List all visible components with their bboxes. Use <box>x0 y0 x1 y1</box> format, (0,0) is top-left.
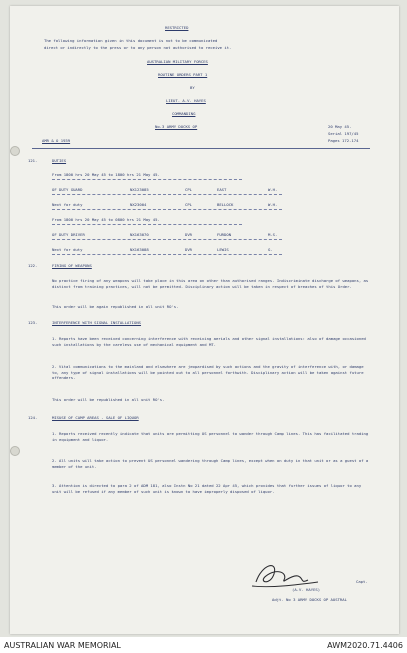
paragraph: No practice firing of any weapons will take place in this area on other than authorised ranges. Indiscriminate discharge of weapons, as distinct from training practices, will not be permitted. Disciplinary action will be taken in respect of breaches of this Order. <box>52 278 369 289</box>
signature-mark <box>248 552 328 592</box>
rule <box>52 239 282 240</box>
paragraph: 2. All units will take action to prevent US personnel wandering through Camp lines, except when on duty in that unit or as a guest of a member of the unit. <box>52 458 369 469</box>
force-name: AUSTRALIAN MILITARY FORCES <box>147 59 208 64</box>
section-title: INTERFERENCE WITH SIGNAL INSTALLATIONS <box>52 320 142 325</box>
section-number: 122. <box>28 263 38 268</box>
officer-name: LIEUT. A.V. HAYES <box>166 98 206 103</box>
punch-hole <box>10 146 20 156</box>
paragraph: 2. Vital communications to the mainland and elsewhere are jeopardised by such actions and the gravity of interference with, or damage to, any type of signal installations will be pointed out to all personnel forthwith. Disciplinary action will be taken against future offenders. <box>52 364 364 381</box>
archive-footer <box>0 637 407 653</box>
document-page <box>10 6 399 634</box>
by-label: BY <box>190 85 195 90</box>
initials: W.H. <box>268 187 278 192</box>
surname: EAST <box>217 187 227 192</box>
signatory-name: (A.V. HAYES) <box>292 587 321 592</box>
paragraph: 3. Attention is directed to para 2 of ADM 181, also Instn No 21 dated 22 Apr 45, which provides that further issues of liquor to any unit will be refused if any member of such unit is known to have improperly disposed of liquor. <box>52 483 362 494</box>
service-number: NX163088 <box>130 247 149 252</box>
initials: W.H. <box>268 202 278 207</box>
section-number: 123. <box>28 320 38 325</box>
rule <box>52 179 242 180</box>
paragraph: 1. Reports received recently indicate that units are permitting US personnel to wander through Camp lines. This has facilitated trading in equipment and liquor. <box>52 431 369 442</box>
serial-number: Serial 197/45 <box>328 131 359 136</box>
orders-title: ROUTINE ORDERS PART 1 <box>158 72 208 77</box>
signatory-appointment: Adjt. No 3 ARMY DOCKS OP AUSTRAL <box>272 597 347 602</box>
rank: CPL <box>185 187 193 192</box>
signatory-rank: Capt. <box>356 579 368 584</box>
rank: CPL <box>185 202 193 207</box>
duty-role: Next for duty <box>52 247 83 252</box>
order-date: 20 May 45. <box>328 124 352 129</box>
rule <box>52 209 282 210</box>
duty-role: OF DUTY GUARD <box>52 187 83 192</box>
surname: LEWIS <box>217 247 229 252</box>
service-number: NX163070 <box>130 232 149 237</box>
unit-name: No.3 ARMY DOCKS OP <box>155 124 198 129</box>
paragraph: This order will be again republished in all unit RO's. <box>52 304 179 309</box>
rank: DVR <box>185 247 193 252</box>
archive-reference: AWM2020.71.4406 <box>327 641 403 650</box>
command-label: COMMANDING <box>172 111 196 116</box>
rule <box>52 224 242 225</box>
section-number: 124. <box>28 415 38 420</box>
rule <box>52 254 282 255</box>
service-number: NX23004 <box>130 202 147 207</box>
duty-period: From 1800 hrs 20 May 45 to 0800 hrs 21 May 45. <box>52 217 160 222</box>
paragraph: 1. Reports have been received concerning interference with receiving aerials and other signal installations: also of damage occasioned such installations by the careless use of mechanical equipment and MT. <box>52 336 366 347</box>
duty-role: Next for duty <box>52 202 83 207</box>
duty-role: OF DUTY DRIVER <box>52 232 85 237</box>
punch-hole <box>10 446 20 456</box>
rank: DVR <box>185 232 193 237</box>
archive-name: AUSTRALIAN WAR MEMORIAL <box>4 641 121 650</box>
restricted-label: RESTRICTED <box>165 25 189 30</box>
amr-reference: AMR & O 1939 <box>42 138 71 143</box>
page-range: Pages 172-174 <box>328 138 359 143</box>
surname: BELLOCK <box>217 202 234 207</box>
rule <box>52 194 282 195</box>
section-title: DUTIES <box>52 158 67 163</box>
warning-line-2: direct or indirectly to the press or to any person not authorised to receive it. <box>44 45 232 50</box>
initials: M.S. <box>268 232 278 237</box>
header-divider <box>32 148 370 149</box>
section-title: FIRING OF WEAPONS <box>52 263 92 268</box>
surname: FURDON <box>217 232 232 237</box>
service-number: NX123085 <box>130 187 149 192</box>
initials: G. <box>268 247 273 252</box>
section-title: MISUSE OF CAMP AREAS - SALE OF LIQUOR <box>52 415 139 420</box>
paragraph: This order will be republished in all unit RO's. <box>52 397 165 402</box>
duty-period: From 1800 hrs 20 May 45 to 1800 hrs 21 May 45. <box>52 172 160 177</box>
section-number: 121. <box>28 158 38 163</box>
warning-line-1: The following information given in this document is not to be communicated <box>44 38 218 43</box>
